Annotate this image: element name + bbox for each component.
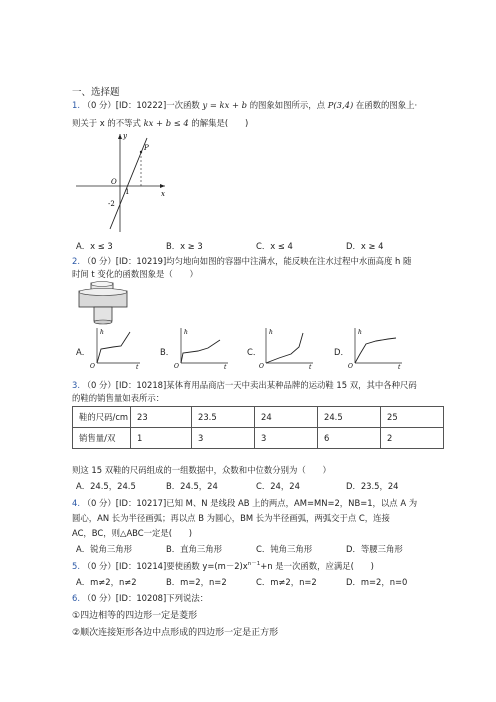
x-axis-label: x xyxy=(161,190,165,198)
table-cell: 1 xyxy=(131,428,192,449)
table-cell: 3 xyxy=(255,428,318,449)
question-2-number: 2. xyxy=(72,256,80,266)
question-5-option-d[interactable]: D．m=2，n=0 xyxy=(346,577,408,587)
question-6-number: 6. xyxy=(72,593,80,603)
question-3-option-c[interactable]: C．24，24 xyxy=(256,481,300,491)
axis-h-label: h xyxy=(100,329,104,336)
question-5-option-c[interactable]: C．m≠2，n=2 xyxy=(256,577,317,587)
x-axis-arrow xyxy=(160,184,165,188)
y-axis-label: y xyxy=(123,132,127,140)
question-2-option-c-label[interactable]: C． xyxy=(247,347,262,357)
axis-h-label: h xyxy=(184,329,188,336)
question-2-line-2: 时间 t 变化的函数图象是（ ） xyxy=(72,269,198,279)
question-6-line-1 xyxy=(72,592,208,604)
question-1-graph xyxy=(72,128,172,236)
question-2-option-b-graph[interactable] xyxy=(172,325,232,369)
axis-origin-label: O xyxy=(174,363,179,369)
question-1-option-a[interactable]: A．x ≤ 3 xyxy=(76,241,113,251)
axis-origin-label: O xyxy=(259,363,264,369)
question-1-text-d: 则关于 x 的不等式 xyxy=(72,118,141,128)
question-2-option-d-label[interactable]: D． xyxy=(334,347,349,357)
question-5-line-1 xyxy=(72,559,374,572)
question-3-number: 3. xyxy=(72,380,80,390)
question-1-option-c[interactable]: C．x ≤ 4 xyxy=(256,241,293,251)
question-3-line-1 xyxy=(72,379,417,391)
question-6-statement-2: ②顺次连接矩形各边中点形成的四边形一定是正方形 xyxy=(72,628,279,638)
x-intercept-label: 1 xyxy=(125,188,130,196)
axis-h-label: h xyxy=(358,329,362,336)
question-3-option-d[interactable]: D．23.5，24 xyxy=(346,481,399,491)
question-2-option-b-label[interactable]: B． xyxy=(160,347,175,357)
question-1-option-b[interactable]: B．x ≥ 3 xyxy=(166,241,203,251)
question-4-option-b[interactable]: B．直角三角形 xyxy=(166,544,222,554)
question-5-option-b[interactable]: B．m=2，n=2 xyxy=(166,577,227,587)
table-cell: 23.5 xyxy=(192,407,255,428)
question-3-option-b[interactable]: B．24.5，24 xyxy=(166,481,218,491)
table-row xyxy=(73,428,444,449)
question-1-text-c: 在函数的图象上· xyxy=(355,100,418,110)
origin-label: O xyxy=(111,178,117,186)
question-3-question: 则这 15 双鞋的尺码组成的一组数据中，众数和中位数分别为（ ） xyxy=(72,465,331,475)
axis-t-label: t xyxy=(309,364,312,369)
question-3-line-2: 的鞋的销售量如表所示： xyxy=(72,393,165,403)
axis-origin-label: O xyxy=(348,363,353,369)
shoe-size-table xyxy=(72,406,444,449)
table-cell: 24.5 xyxy=(318,407,381,428)
question-4-line-2: 圆心，AN 长为半径画弧；再以点 B 为圆心，BM 长为半径画弧，两弧交于点 C，连接 xyxy=(72,513,390,523)
question-5-text: （0 分）[ID：10214]要使函数 y=(m－2)x xyxy=(82,560,248,571)
axis-t-label: t xyxy=(224,364,227,369)
table-header-cell: 鞋的尺码/cm xyxy=(73,407,131,428)
question-1-point: P(3,4) xyxy=(327,100,354,110)
question-1-text: （0 分）[ID：10222]一次函数 xyxy=(82,100,200,110)
question-5-option-a[interactable]: A．m≠2，n≠2 xyxy=(76,577,137,587)
axis-origin-label: O xyxy=(90,363,95,369)
question-1-line-1 xyxy=(72,99,417,111)
question-1-option-d[interactable]: D．x ≥ 4 xyxy=(346,241,384,251)
question-1-text-b: 的图象如图所示，点 xyxy=(249,100,326,110)
y-intercept-label: -2 xyxy=(108,200,115,208)
question-3-option-a[interactable]: A．24.5，24.5 xyxy=(76,481,136,491)
axis-t-label: t xyxy=(398,364,401,369)
table-cell: 3 xyxy=(192,428,255,449)
question-4-option-c[interactable]: C．钝角三角形 xyxy=(256,544,313,554)
question-2-line-1 xyxy=(72,255,411,267)
question-4-text: （0 分）[ID：10217]已知 M、N 是线段 AB 上的两点，AM=MN=2，NB=1，以点 A 为 xyxy=(82,498,418,508)
axis-h-label: h xyxy=(269,329,273,336)
y-axis-arrow xyxy=(118,134,122,139)
table-cell: 24 xyxy=(255,407,318,428)
question-4-line-1 xyxy=(72,497,417,509)
question-2-option-a-label[interactable]: A． xyxy=(76,347,91,357)
question-4-option-d[interactable]: D．等腰三角形 xyxy=(346,544,403,554)
point-p-label: P xyxy=(144,144,149,152)
question-6-statement-1: ①四边相等的四边形一定是菱形 xyxy=(72,611,198,621)
table-cell: 2 xyxy=(381,428,444,449)
question-5-exponent: n－1 xyxy=(247,561,261,567)
table-cell: 25 xyxy=(381,407,444,428)
table-cell: 23 xyxy=(131,407,192,428)
question-5-text-b: +n 是一次函数，应满足( ) xyxy=(260,560,374,571)
question-4-number: 4. xyxy=(72,498,80,508)
table-cell: 6 xyxy=(318,428,381,449)
question-5-number: 5. xyxy=(72,560,80,571)
question-2-text: （0 分）[ID：10219]均匀地向如图的容器中注满水，能反映在注水过程中水面高度 h 随 xyxy=(82,256,412,266)
question-1-text-e: 的解集是( ) xyxy=(191,118,249,128)
question-2-option-c-graph[interactable] xyxy=(257,325,317,369)
question-4-option-a[interactable]: A．锐角三角形 xyxy=(76,544,132,554)
table-header-cell: 销售量/双 xyxy=(73,428,131,449)
question-2-option-d-graph[interactable] xyxy=(346,325,406,369)
point-p xyxy=(140,151,142,153)
question-1-number: 1. xyxy=(72,100,80,110)
table-row xyxy=(73,407,444,428)
axis-t-label: t xyxy=(136,364,139,369)
question-6-text: （0 分）[ID：10208]下列说法： xyxy=(82,593,209,603)
question-3-text: （0 分）[ID：10218]某体育用品商店一天中卖出某种品牌的运动鞋 15 双，其中各种尺码 xyxy=(82,380,417,390)
question-1-inequality: kx + b ≤ 4 xyxy=(143,118,189,128)
question-4-line-3: AC，BC，则△ABC一定是( ) xyxy=(72,528,193,538)
question-2-option-a-graph[interactable] xyxy=(88,325,144,369)
question-1-function: y = kx + b xyxy=(202,100,248,110)
section-title: 一、选择题 xyxy=(72,87,120,98)
